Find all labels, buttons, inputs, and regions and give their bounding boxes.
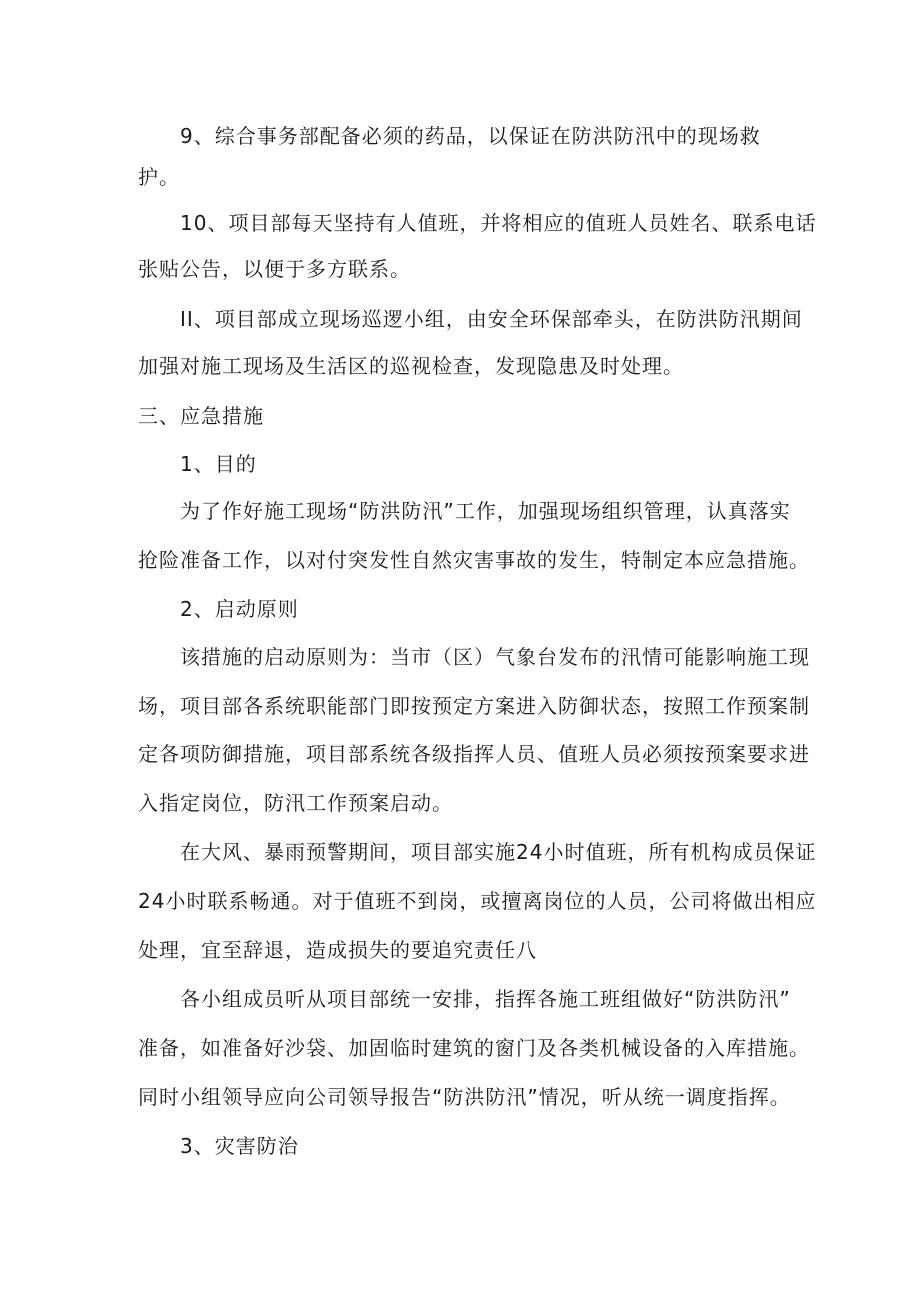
section-heading: 三、应急措施: [138, 404, 264, 428]
text-line-21: 同时小组领导应向公司领导报告“防洪防汛”情况，听从统一调度指挥。: [138, 1085, 791, 1109]
text-line-6: 加强对施工现场及生活区的巡视检查，发现隐患及时处理。: [138, 354, 684, 378]
text-line-18: 处理，宜至辞退，造成损失的要追究责任八: [138, 938, 537, 962]
text-line-4: 张贴公告，以便于多方联系。: [138, 257, 411, 281]
text-line-10: 抢险准备工作，以对付突发性自然灾害事故的发生，特制定本应急措施。: [138, 548, 810, 572]
subheading-disaster-prevention: 3、灾害防治: [180, 1134, 299, 1158]
text-line-20: 准备，如准备好沙袋、加固临时建筑的窗门及各类机械设备的入库措施。: [138, 1036, 810, 1060]
text-line-3: 10、项目部每天坚持有人值班，并将相应的值班人员姓名、联系电话: [180, 211, 817, 235]
text-line-14: 定各项防御措施，项目部系统各级指挥人员、值班人员必须按预案要求进: [138, 742, 810, 766]
text-line-19: 各小组成员听从项目部统一安排，指挥各施工班组做好“防洪防汛”: [180, 987, 791, 1011]
text-line-17: 24小时联系畅通。对于值班不到岗，或擅离岗位的人员，公司将做出相应: [138, 889, 817, 913]
subheading-purpose: 1、目的: [180, 452, 257, 476]
text-line-1: 9、综合事务部配备必须的药品，以保证在防洪防汛中的现场救: [180, 124, 761, 148]
text-line-2: 护。: [138, 165, 180, 189]
text-line-5: II、项目部成立现场巡逻小组，由安全环保部牵头，在防洪防汛期间: [180, 307, 803, 331]
text-line-12: 该措施的启动原则为：当市（区）气象台发布的汛情可能影响施工现: [180, 645, 810, 669]
subheading-start-principle: 2、启动原则: [180, 597, 299, 621]
text-line-13: 场，项目部各系统职能部门即按预定方案进入防御状态，按照工作预案制: [138, 694, 810, 718]
text-line-16: 在大风、暴雨预警期间，项目部实施24小时值班，所有机构成员保证: [180, 840, 817, 864]
text-line-9: 为了作好施工现场“防洪防汛”工作，加强现场组织管理，认真落实: [180, 499, 791, 523]
text-line-15: 入指定岗位，防汛工作预案启动。: [138, 791, 453, 815]
